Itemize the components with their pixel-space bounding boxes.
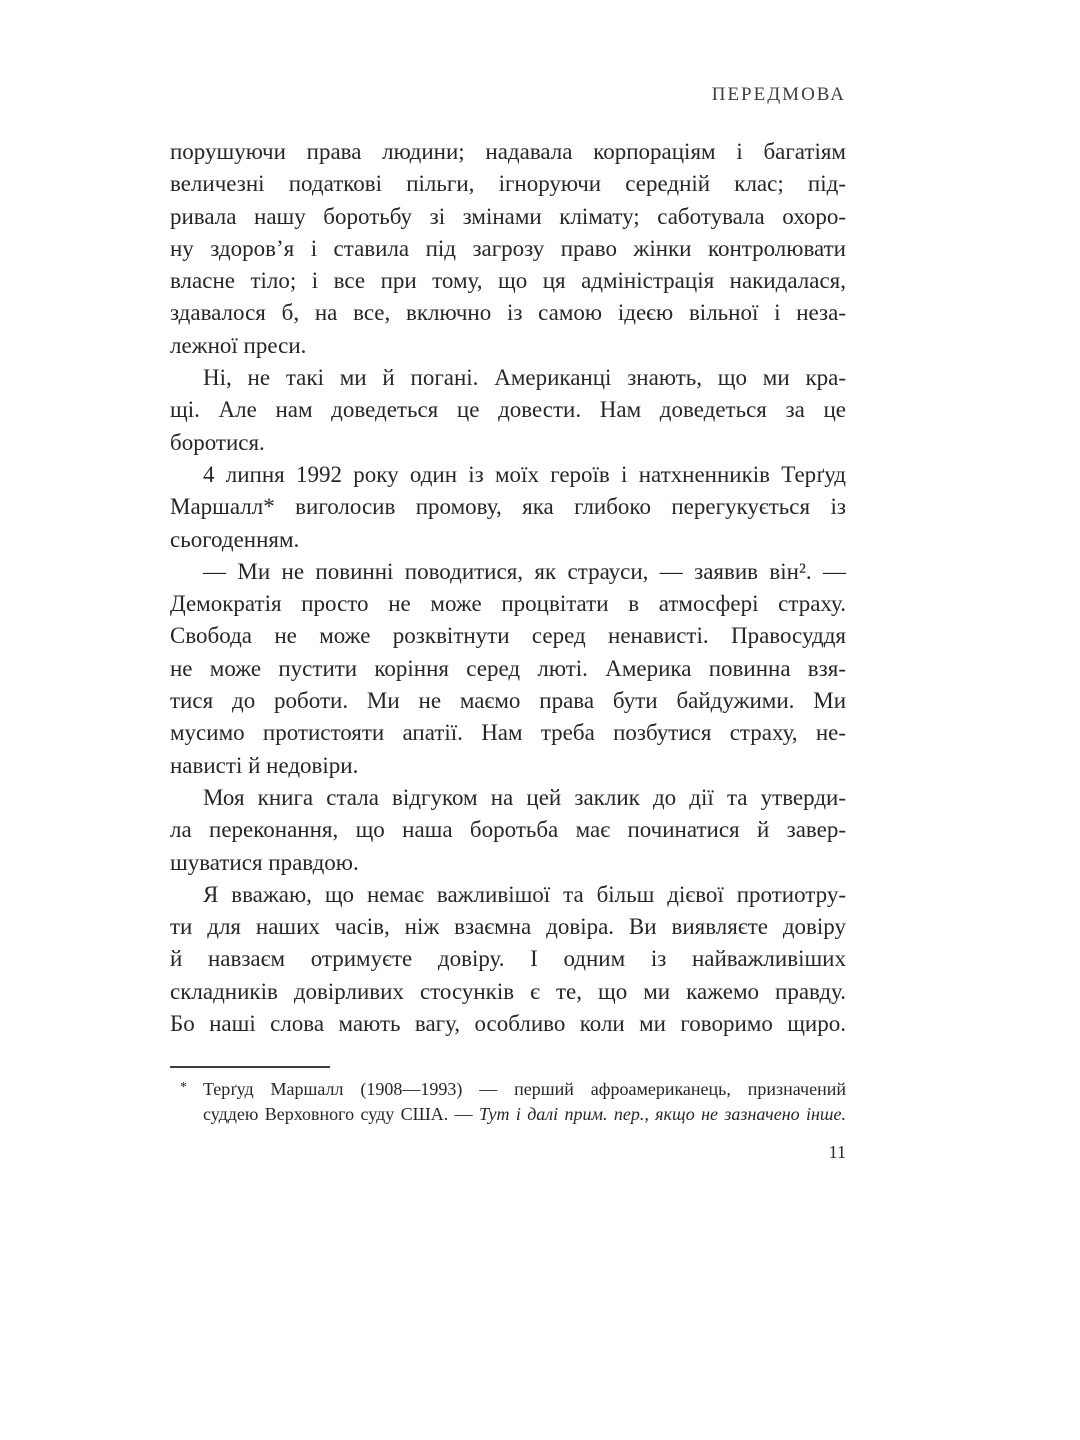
text-line: Ні, не такі ми й погані. Американці знають, що ми кра- bbox=[203, 365, 846, 391]
text-line: ривала нашу боротьбу зі змінами клімату; саботувала охоро- bbox=[170, 203, 846, 229]
footnote-line: Терґуд Маршалл (1908—1993) — перший афроамериканець, призначений bbox=[203, 1079, 846, 1099]
text-line: Маршалл* виголосив промову, яка глибоко перегукується із bbox=[170, 494, 846, 520]
footnote-rule bbox=[170, 1066, 330, 1068]
text-line: ти для наших часів, ніж взаємна довіра. Ви виявляєте довіру bbox=[170, 914, 846, 940]
text-line: шуватися правдою. bbox=[170, 849, 359, 875]
text-line: лежної преси. bbox=[170, 332, 307, 358]
text-line: 4 липня 1992 року один із моїх героїв і натхненників Терґуд bbox=[203, 461, 846, 487]
text-line: Моя книга стала відгуком на цей заклик до дії та утверди- bbox=[203, 784, 846, 810]
text-line: й навзаєм отримуєте довіру. І одним із найважливіших bbox=[170, 946, 846, 972]
text-line: порушуючи права людини; надавала корпораціям і багатіям bbox=[170, 139, 846, 164]
text-line: величезні податкові пільги, ігноруючи середній клас; під- bbox=[170, 171, 846, 197]
footnote bbox=[170, 1066, 846, 1127]
text-line: нависті й недовіри. bbox=[170, 752, 359, 778]
text-line: ну здоров’я і ставила під загрозу право жінки контролювати bbox=[170, 235, 846, 261]
text-line: Свобода не може розквітнути серед ненависті. Правосуддя bbox=[170, 623, 846, 649]
footnote-lines bbox=[203, 1077, 846, 1127]
text-line: боротися. bbox=[170, 429, 265, 455]
text-line: сьогоденням. bbox=[170, 526, 300, 552]
text-line: власне тіло; і все при тому, що ця адміністрація накидалася, bbox=[170, 268, 846, 294]
text-line: — Ми не повинні поводитися, як страуси, — заявив він². — bbox=[203, 558, 846, 584]
footnote-body bbox=[170, 1077, 846, 1127]
footnote-marker: * bbox=[180, 1080, 187, 1095]
text-line: Я вважаю, що немає важливішої та більш дієвої протиотру- bbox=[203, 881, 846, 907]
text-line: не може пустити коріння серед люті. Америка повинна взя- bbox=[170, 655, 846, 681]
text-line: ла переконання, що наша боротьба має починатися й завер- bbox=[170, 817, 846, 843]
body-text bbox=[170, 136, 846, 1040]
text-line: тися до роботи. Ми не маємо права бути байдужими. Ми bbox=[170, 688, 846, 714]
text-line: Демократія просто не може процвітати в атмосфері страху. bbox=[170, 591, 846, 617]
text-line: Бо наші слова мають вагу, особливо коли ми говоримо щиро. bbox=[170, 1011, 846, 1037]
text-line: здавалося б, на все, включно із самою ідеєю вільної і неза- bbox=[170, 300, 846, 326]
running-header: ПЕРЕДМОВА bbox=[711, 84, 846, 105]
text-line: щі. Але нам доведеться це довести. Нам доведеться за це bbox=[170, 397, 846, 423]
text-line: складників довірливих стосунків є те, що ми кажемо правду. bbox=[170, 978, 846, 1004]
page-number: 11 bbox=[828, 1142, 846, 1162]
text-line: мусимо протистояти апатії. Нам треба позбутися страху, не- bbox=[170, 720, 846, 746]
footnote-line: суддею Верховного суду США. — Тут і далі прим. пер., якщо не зазначено інше. bbox=[203, 1104, 847, 1124]
